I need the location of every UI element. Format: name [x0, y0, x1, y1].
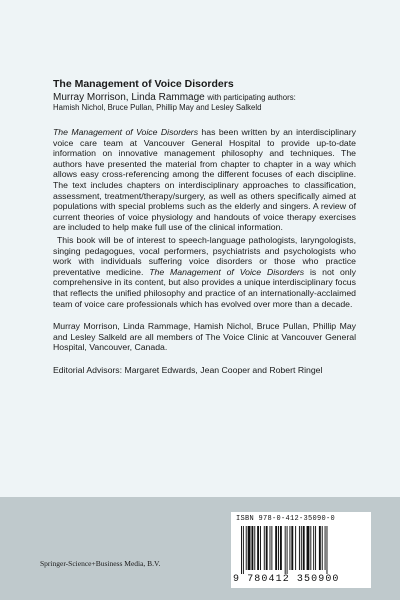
description-paragraph-1: [53, 127, 356, 233]
authors-suffix: with participating authors:: [207, 93, 296, 102]
barcode-bar: [271, 526, 272, 570]
participating-authors: Hamish Nichol, Bruce Pullan, Phillip May and Lesley Salkeld: [53, 103, 262, 112]
barcode-bar: [307, 526, 310, 570]
barcode-bar: [315, 526, 316, 570]
publisher-name: Springer-Science+Business Media, B.V.: [40, 559, 161, 568]
para2-text-b: is not only comprehensive in its content, but also provides a unique interdisciplinary focus that reflects the unified philosophy and practice of an internationally-acclaimed team of voice care professionals which has evolved over more than a decade.: [53, 266, 356, 309]
barcode-bar: [270, 526, 271, 570]
barcode-bar: [275, 526, 277, 570]
barcode-bar: [322, 526, 323, 570]
barcode-bar: [280, 526, 282, 570]
editorial-advisors: Editorial Advisors: Margaret Edwards, Jean Cooper and Robert Ringel: [53, 364, 323, 375]
authors-affiliation: Murray Morrison, Linda Rammage, Hamish Nichol, Bruce Pullan, Phillip May and Lesley Salkeld are all members of The Voice Clinic at Vancouver General Hospital, Vancouver, Canada.: [53, 321, 356, 353]
barcode-bar: [310, 526, 311, 570]
barcode-bar: [248, 526, 251, 570]
barcode-bar: [313, 526, 314, 570]
barcode-bar: [260, 526, 261, 570]
barcode-bar: [254, 526, 255, 570]
barcode-bar: [243, 526, 244, 574]
barcode-bar: [246, 526, 247, 570]
barcode-bar: [278, 526, 279, 570]
barcode-bar: [266, 526, 268, 570]
back-cover-text: [53, 78, 356, 375]
main-authors: Murray Morrison, Linda Rammage: [53, 92, 205, 103]
barcode-bar: [289, 526, 290, 570]
para1-text: has been written by an interdisciplinary voice care team at Vancouver General Hospital to provide up-to-date information on innovative management philosophy and techniques. The authors have presented the material from chapter to chapter in a way which allows easy cross-referencing among the different focuses of each discipline. The text includes chapters on interdisciplinary approaches to classification, assessment, treatment/therapy/surgery, as well as others specifically aimed at populations with special problems such as the elderly and singers. A review of current theories of voice physiology and handouts of voice therapy exercises are included to help make full use of the clinical information.: [53, 127, 356, 233]
description-paragraph-2: [53, 235, 356, 309]
barcode-digits: 9 780412 350900: [233, 574, 340, 585]
barcode-block: [231, 512, 371, 588]
para2-text-a: This book will be of interest to speech-language pathologists, laryngologists, singing pedagogues, vocal performers, psychiatrists and psychologists who work with individuals suffering voice disorders or those who practice preventative medicine.: [53, 234, 356, 277]
barcode-bar: [295, 526, 296, 570]
barcode-bar: [327, 526, 328, 574]
barcode-bar: [325, 526, 326, 570]
barcode-bar: [291, 526, 293, 570]
barcode-bar: [303, 526, 305, 570]
isbn-number: ISBN 978-0-412-35090-0: [236, 515, 336, 523]
barcode-bar: [285, 526, 286, 574]
title-italic: The Management of Voice Disorders: [53, 127, 199, 137]
barcode-bar: [287, 526, 288, 574]
book-title: The Management of Voice Disorders: [53, 78, 234, 90]
barcode-bar: [241, 526, 242, 574]
barcode-bar: [299, 526, 300, 570]
barcode-icon: [241, 526, 361, 574]
barcode-bar: [251, 526, 253, 570]
barcode-bar: [264, 526, 265, 570]
authors-line: [53, 92, 356, 103]
barcode-bar: [319, 526, 321, 570]
barcode-bar: [301, 526, 302, 570]
title-italic-2: The Management of Voice Disorders: [149, 266, 305, 277]
barcode-bar: [257, 526, 259, 570]
